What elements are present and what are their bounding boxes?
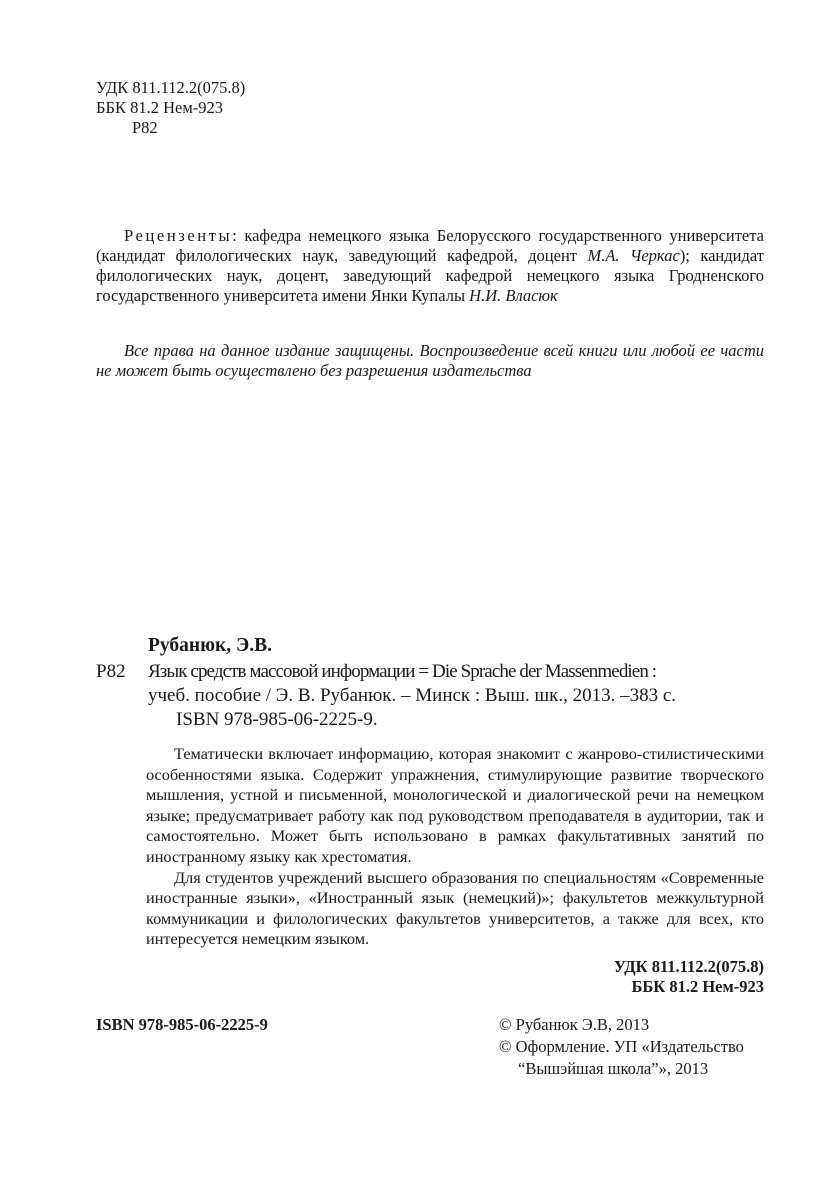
- reviewers-text-2: ); кандидат филологических наук, доцент, заведующий кафедрой немецкого языка Гродненского государственного университета имени Янки Купалы: [96, 246, 764, 305]
- reviewers-paragraph: [96, 226, 764, 306]
- classification-block: [614, 957, 764, 997]
- rights-notice: Все права на данное издание защищены. Воспроизведение всей книги или любой ее части не может быть осуществлено без разрешения издательства: [96, 341, 764, 380]
- isbn-footer: ISBN 978-985-06-2225-9: [96, 1015, 268, 1034]
- reviewer-name-2: Н.И. Власюк: [469, 286, 558, 305]
- copyright-block: [499, 1014, 744, 1080]
- bibliography-title: Язык средств массовой информации = Die Sprache der Massenmedien :: [148, 661, 657, 682]
- classification-udk: УДК 811.112.2(075.8): [613, 957, 764, 976]
- annotation-paragraph-2: Для студентов учреждений высшего образования по специальностям «Современные иностранные языки», «Иностранный язык (немецкий)»; факультетов межкультурной коммуникации и филологических факультетов университетов, а также для всех, кто интересуется немецким языком.: [146, 867, 764, 949]
- reviewers-label: Рецензенты: [124, 226, 233, 245]
- annotation-paragraph-1: Тематически включает информацию, которая знакомит с жанрово-стилистическими особенностями языка. Содержит упражнения, стимулирующие развитие творческого мышления, устной и письменной, монологической и диалогической речи на немецком языке; предусматривает работу как под руководством преподавателя в аудитории, так и самостоятельно. Может быть использовано в рамках факультативных занятий по иностранному языку как хрестоматия.: [146, 744, 764, 866]
- copyright-author: © Рубанюк Э.В, 2013: [499, 1015, 650, 1034]
- header-classification-codes: [96, 78, 245, 138]
- author-mark: Р82: [132, 118, 158, 137]
- reviewers-text-1: : кафедра немецкого языка Белорусского государственного университета (кандидат филологических наук, заведующий кафедрой, доцент: [96, 226, 764, 265]
- udk-code: УДК 811.112.2(075.8): [96, 78, 246, 97]
- bbk-code: ББК 81.2 Нем-923: [96, 98, 224, 117]
- classification-bbk: ББК 81.2 Нем-923: [631, 977, 764, 996]
- bibliography-author: Рубанюк, Э.В.: [148, 635, 273, 656]
- copyright-design: © Оформление. УП «Издательство: [499, 1037, 744, 1056]
- bibliography-isbn: ISBN 978-985-06-2225-9.: [176, 709, 378, 730]
- copyright-publisher: “Вышэйшая школа”», 2013: [518, 1059, 709, 1078]
- annotation: [146, 744, 764, 950]
- reviewer-name-1: М.А. Черкас: [587, 246, 680, 265]
- bibliography-code: Р82: [96, 661, 126, 682]
- bibliography-imprint: учеб. пособие / Э. В. Рубанюк. – Минск : Выш. шк., 2013. –383 с.: [148, 685, 677, 706]
